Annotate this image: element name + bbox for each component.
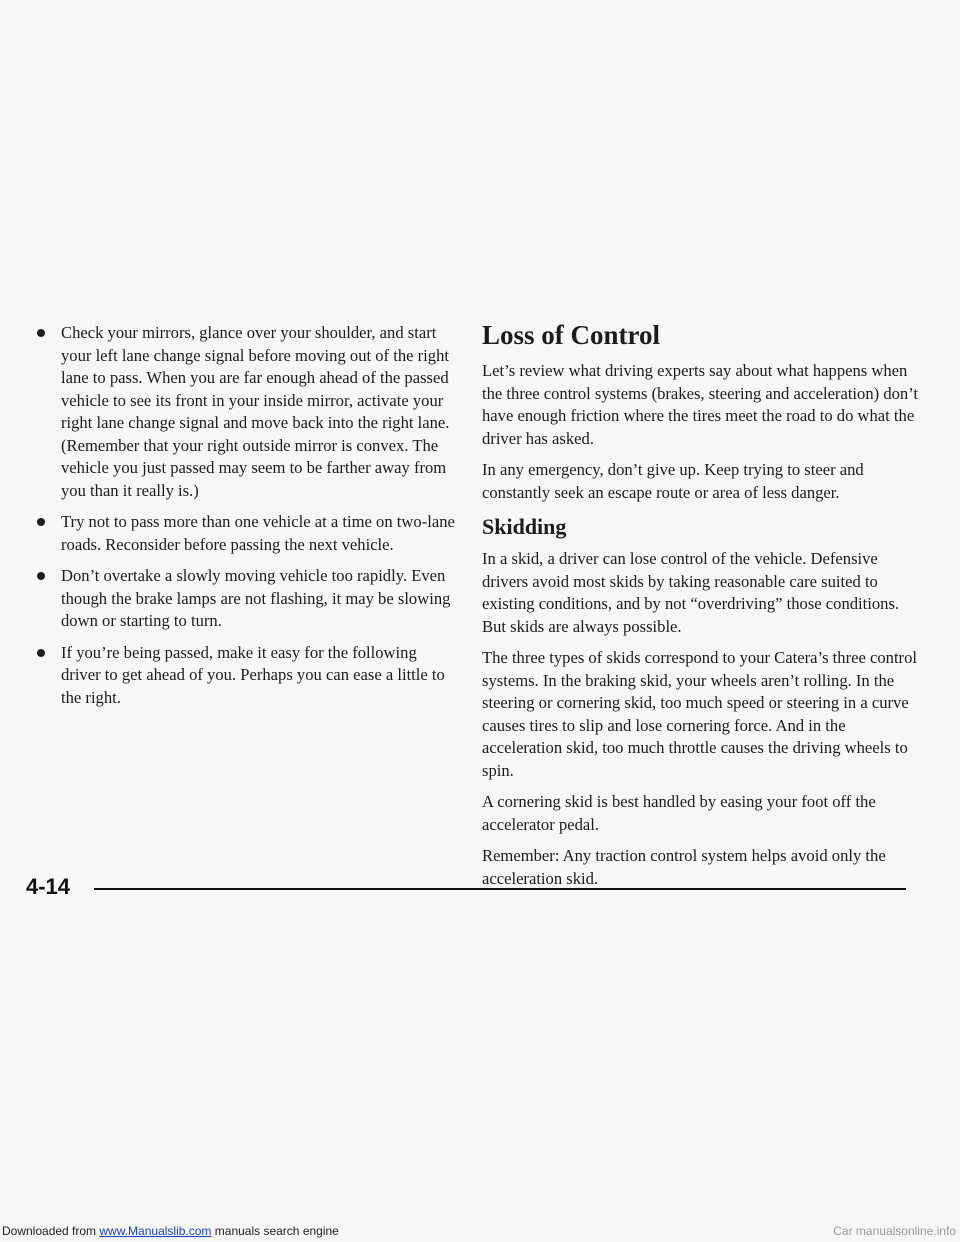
watermark-prefix: Downloaded from: [2, 1224, 100, 1238]
paragraph: In any emergency, don’t give up. Keep trying to steer and constantly seek an escape route or area of less danger.: [482, 460, 864, 502]
bullet-text: Check your mirrors, glance over your shoulder, and start your left lane change signal before moving out of the right lane to pass. When you are far enough ahead of the passed vehicle to see its front in your inside mirror, activate your right lane change signal and move back into the right lane. (Remember that your right outside mirror is convex. The vehicle you just passed may seem to be farther away from you than it really is.): [61, 323, 450, 500]
list-item: [34, 511, 459, 556]
right-column: [482, 318, 922, 899]
bullet-list: [34, 322, 459, 718]
bullet-text: Don’t overtake a slowly moving vehicle too rapidly. Even though the brake lamps are not flashing, it may be slowing down or starting to turn.: [61, 566, 451, 630]
paragraph: The three types of skids correspond to your Catera’s three control systems. In the braking skid, your wheels aren’t rolling. In the steering or cornering skid, too much speed or steering in a curve causes tires to slip and lose cornering force. And in the acceleration skid, too much throttle causes the driving wheels to spin.: [482, 648, 917, 780]
watermark-right: Car manualsonline.info: [833, 1224, 956, 1238]
manualslib-link[interactable]: www.Manualslib.com: [99, 1224, 212, 1238]
paragraph: A cornering skid is best handled by easing your foot off the accelerator pedal.: [482, 792, 876, 834]
bullet-icon: [37, 649, 45, 657]
page-footer: [26, 872, 906, 902]
paragraph: In a skid, a driver can lose control of the vehicle. Defensive drivers avoid most skids by taking reasonable care suited to existing conditions, and by not “overdriving” those conditions. But skids are always possible.: [482, 549, 900, 636]
list-item: [34, 322, 459, 502]
list-item: [34, 565, 459, 633]
bullet-icon: [37, 572, 45, 580]
list-item: [34, 642, 459, 710]
section-heading: Loss of Control: [482, 320, 661, 350]
bullet-text: If you’re being passed, make it easy for the following driver to get ahead of you. Perhaps you can ease a little to the right.: [61, 642, 445, 707]
bullet-icon: [37, 329, 45, 337]
paragraph: Remember: Any traction control system helps avoid only the acceleration skid.: [482, 846, 886, 888]
footer-rule: [94, 888, 906, 890]
subsection-heading: Skidding: [482, 514, 567, 539]
watermark-left: [2, 1224, 339, 1238]
bullet-icon: [37, 518, 45, 526]
download-watermark: [0, 1222, 960, 1242]
paragraph: Let’s review what driving experts say about what happens when the three control systems (brakes, steering and acceleration) don’t have enough friction where the tires meet the road to do what the driver has asked.: [482, 361, 919, 448]
page-number: 4-14: [26, 874, 71, 899]
watermark-suffix: manuals search engine: [211, 1224, 339, 1238]
bullet-text: Try not to pass more than one vehicle at a time on two-lane roads. Reconsider before passing the next vehicle.: [61, 512, 455, 554]
